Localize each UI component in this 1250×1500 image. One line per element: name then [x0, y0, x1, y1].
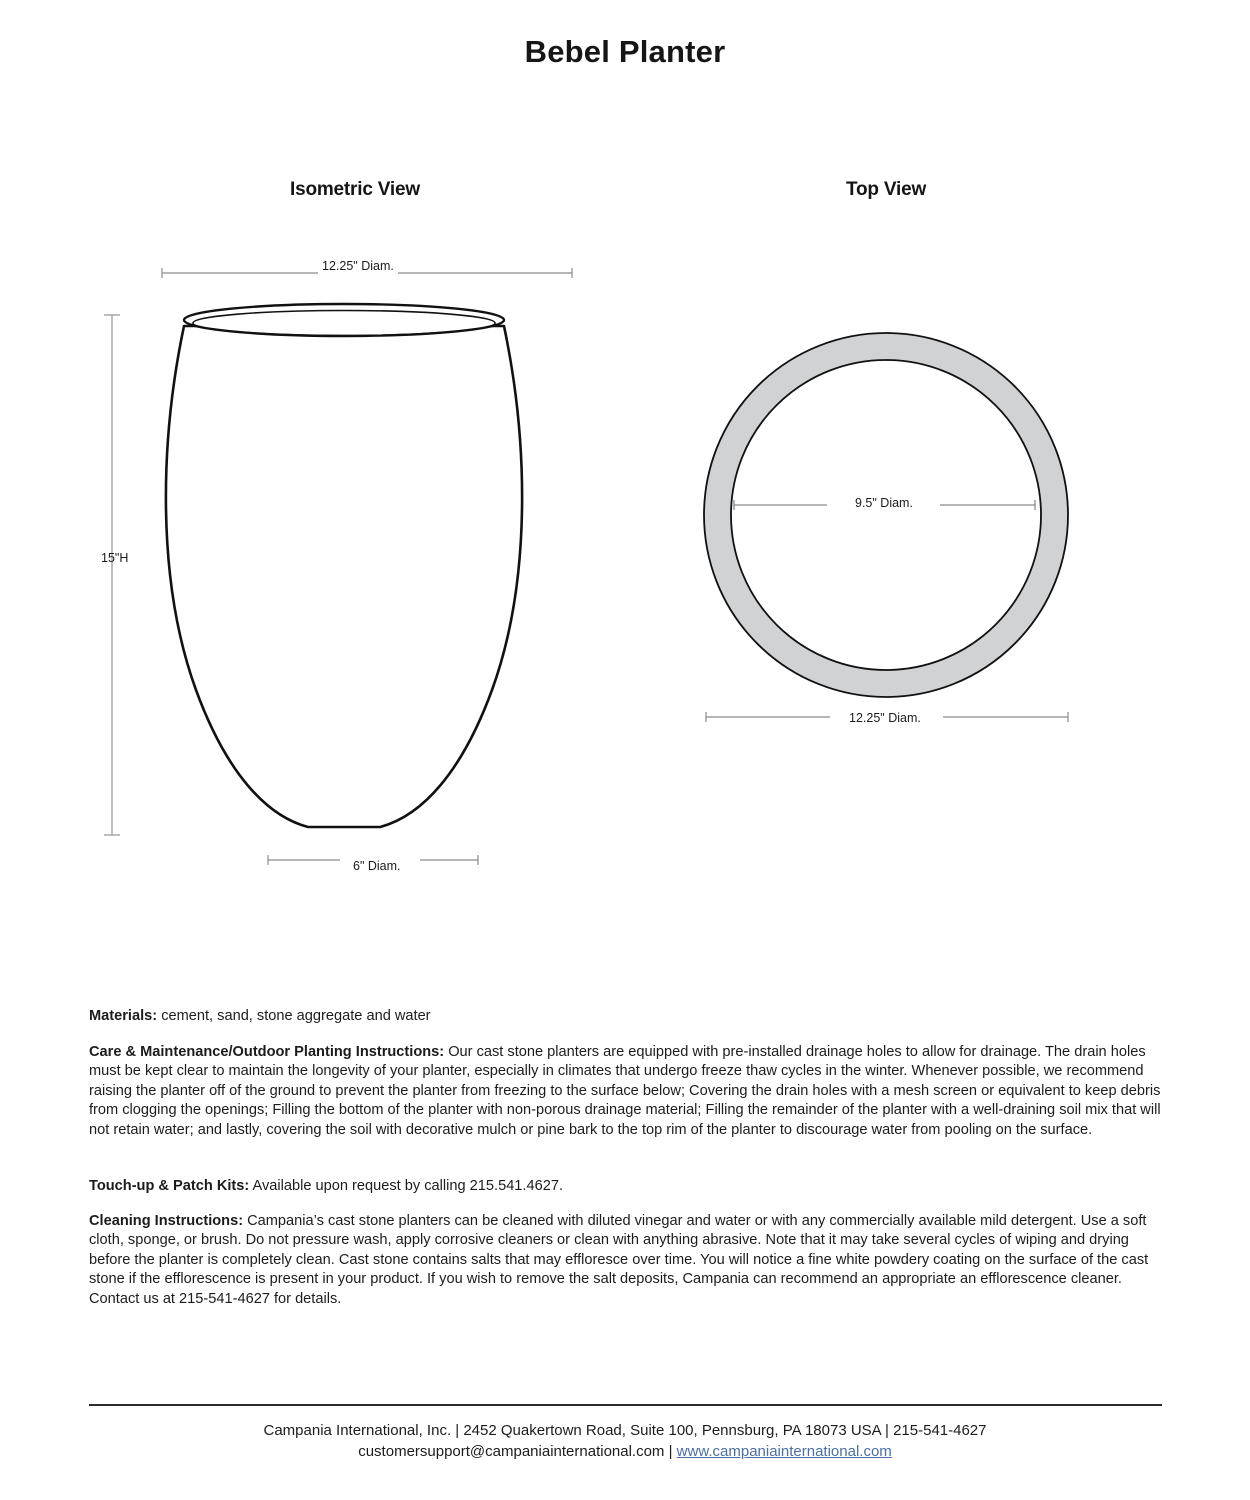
care-maintenance-section	[89, 1043, 1162, 1140]
isometric-view-drawing	[90, 250, 600, 890]
cleaning-heading: Cleaning Instructions:	[89, 1213, 244, 1229]
dimension-height	[104, 315, 120, 835]
planter-body-outline	[166, 326, 522, 827]
footer-address-line: Campania International, Inc. | 2452 Quakertown Road, Suite 100, Pennsburg, PA 18073 USA | 215-541-4627	[263, 1422, 987, 1439]
footer-website-link[interactable]: www.campaniainternational.com	[676, 1443, 892, 1460]
footer-email-text: customersupport@campaniainternational.com |	[358, 1443, 677, 1460]
cleaning-text: Campania’s cast stone planters can be cleaned with diluted vinegar and water or with any commercially available mild detergent. Use a soft cloth, sponge, or brush. Do not pressure wash, apply corrosive cleaners or clean with anything abrasive. Note that it may take several cycles of wiping and drying before the planter is completely clean. Cast stone contains salts that may effloresce over time. You will notice a fine white powdery coating on the surface of the cast stone if the efflorescence is present in your product. If you wish to remove the salt deposits, Campania can recommend an appropriate an efflorescence cleaner. Contact us at 215-541-4627 for details.	[89, 1213, 1149, 1307]
planter-profile-svg	[90, 250, 600, 890]
materials-section	[89, 1007, 1162, 1026]
dimension-label-outer-diameter: 12.25" Diam.	[849, 711, 921, 725]
materials-heading: Materials:	[89, 1008, 158, 1024]
planter-ring	[704, 333, 1068, 697]
cleaning-instructions-section	[89, 1212, 1162, 1309]
touchup-heading: Touch-up & Patch Kits:	[89, 1178, 250, 1194]
footer-divider	[89, 1404, 1162, 1406]
dimension-label-height: 15"H	[101, 551, 129, 565]
dimension-label-inner-diameter: 9.5" Diam.	[855, 496, 913, 510]
touchup-patch-kits-section	[89, 1177, 1162, 1196]
footer-contact-line	[0, 1441, 1250, 1462]
touchup-text: Available upon request by calling 215.541.4627.	[249, 1178, 564, 1194]
care-maintenance-text: Our cast stone planters are equipped with pre-installed drainage holes to allow for drainage. The drain holes must be kept clear to maintain the longevity of your planter, especially in climates that undergo freeze thaw cycles in the winter. Whenever possible, we recommend raising the planter off of the ground to prevent the planter from freezing to the surface below; Covering the drain holes with a mesh screen or equivalent to keep debris from clogging the openings; Filling the bottom of the planter with non-porous drainage material; Filling the remainder of the planter with a well-draining soil mix that will not retain water; and lastly, covering the soil with decorative mulch or pine bark to the top rim of the planter to discourage water from pooling on the surface.	[89, 1044, 1161, 1138]
page-title: Bebel Planter	[524, 34, 726, 69]
dimension-label-base-diameter: 6" Diam.	[353, 859, 401, 873]
care-maintenance-heading: Care & Maintenance/Outdoor Planting Instructions:	[89, 1044, 445, 1060]
top-view-drawing	[690, 320, 1090, 745]
planter-topview-svg	[690, 320, 1090, 745]
materials-text: cement, sand, stone aggregate and water	[157, 1008, 431, 1024]
dimension-label-top-diameter: 12.25" Diam.	[322, 259, 394, 273]
isometric-view-label: Isometric View	[290, 179, 420, 200]
top-view-label: Top View	[846, 179, 927, 200]
